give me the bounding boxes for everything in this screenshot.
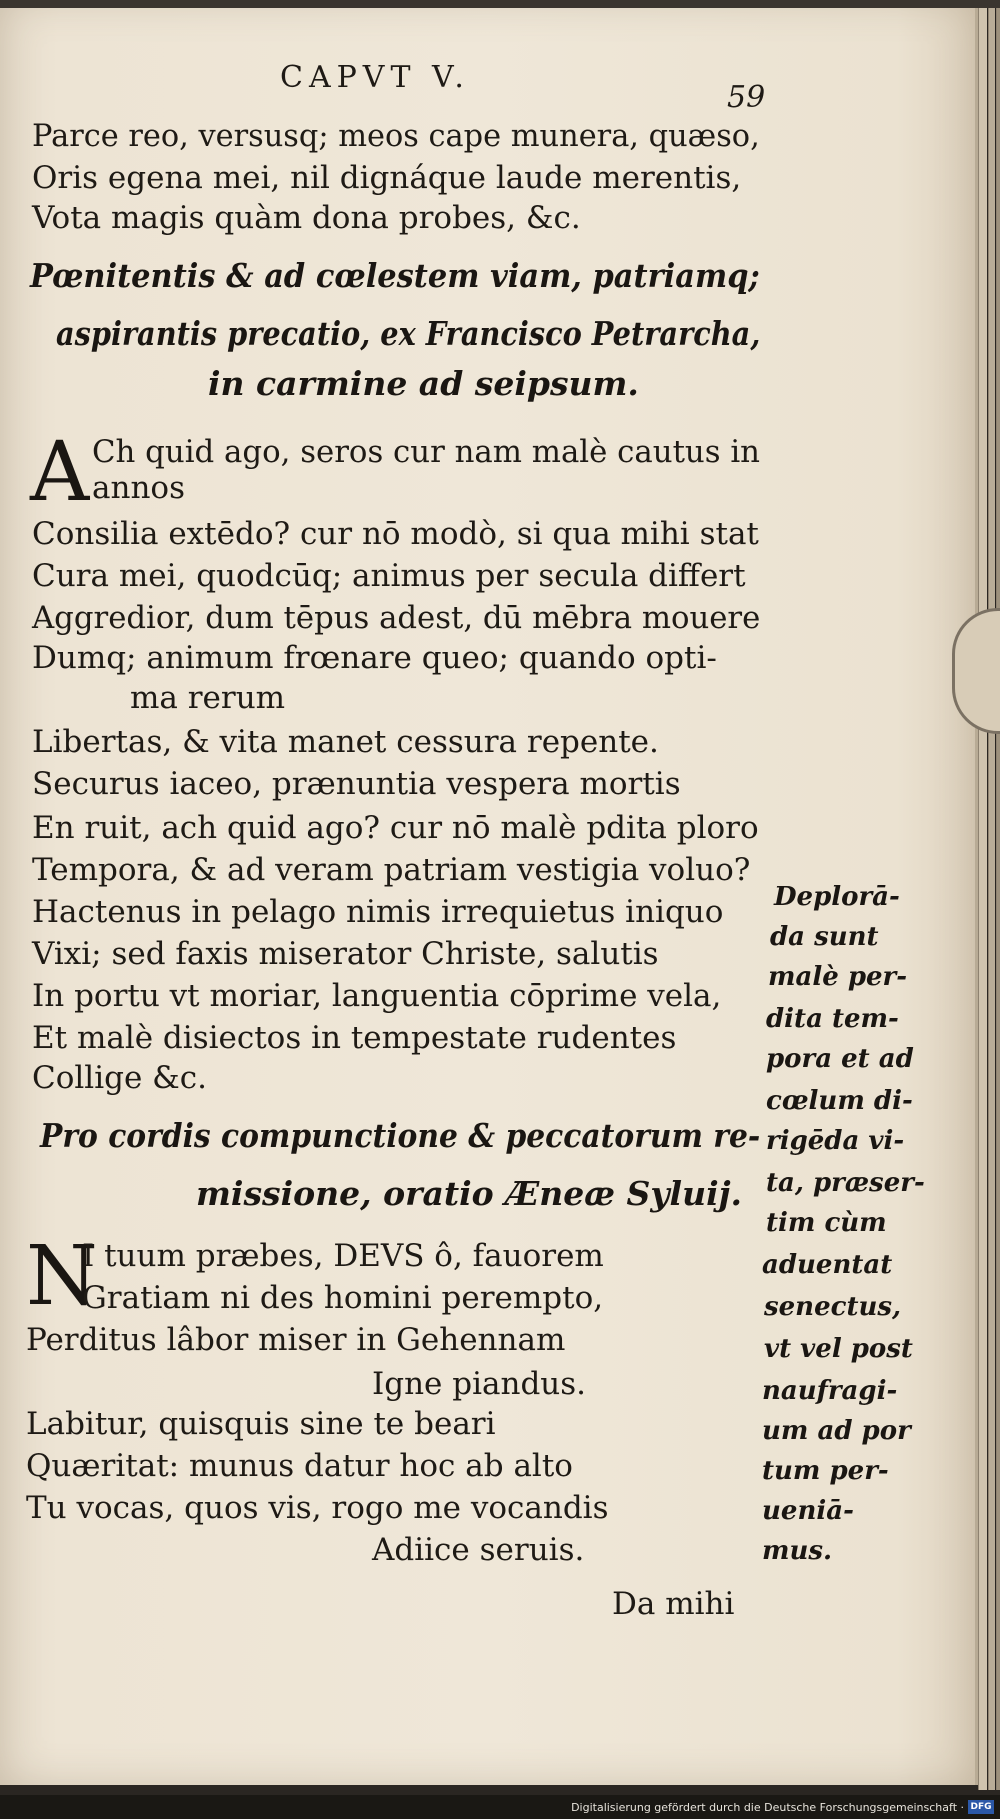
section-heading: missione, oratio Æneæ Syluij. bbox=[196, 1174, 743, 1213]
verse-line: En ruit, ach quid ago? cur nō malè pdita ploro bbox=[32, 810, 759, 846]
margin-note-line: tum per- bbox=[762, 1456, 889, 1486]
margin-note-line: dita tem- bbox=[766, 1004, 899, 1034]
verse-line: Vixi; sed faxis miserator Christe, salutis bbox=[32, 936, 659, 972]
section-heading: aspirantis precatio, ex Francisco Petrarcha, bbox=[56, 314, 761, 353]
verse-line: I tuum præbes, DEVS ô, fauorem bbox=[82, 1238, 604, 1274]
verse-line: Perditus lâbor miser in Gehennam bbox=[26, 1322, 566, 1358]
page-edge bbox=[978, 0, 987, 1790]
verse-line: Gratiam ni des homini perempto, bbox=[82, 1280, 604, 1316]
page-edge bbox=[996, 0, 1000, 1790]
verse-line: Oris egena mei, nil dignáque laude merentis, bbox=[32, 160, 742, 196]
verse-line: Aggredior, dum tēpus adest, dū mēbra mouere bbox=[32, 600, 761, 636]
running-head: CAPVT V. bbox=[280, 60, 470, 95]
verse-line: Cura mei, quodcūq; animus per secula differt bbox=[32, 558, 746, 594]
verse-line: Collige &c. bbox=[32, 1060, 207, 1096]
margin-note-line: da sunt bbox=[770, 922, 879, 952]
margin-note-line: ta, præser- bbox=[766, 1168, 925, 1198]
verse-line: In portu vt moriar, languentia cōprime vela, bbox=[32, 978, 722, 1014]
verse-line: Adiice seruis. bbox=[372, 1532, 585, 1568]
dfg-logo: DFG bbox=[968, 1800, 994, 1814]
margin-note-line: rigēda vi- bbox=[766, 1126, 905, 1156]
verse-line: Libertas, & vita manet cessura repente. bbox=[32, 724, 659, 760]
drop-cap: N bbox=[26, 1229, 98, 1324]
funding-credit: Digitalisierung gefördert durch die Deutsche Forschungsgemeinschaft · bbox=[571, 1801, 964, 1814]
section-heading: Pœnitentis & ad cœlestem viam, patriamq; bbox=[30, 256, 760, 295]
verse-line: Hactenus in pelago nimis irrequietus iniquo bbox=[32, 894, 724, 930]
verse-line: Ch quid ago, seros cur nam malè cautus in bbox=[92, 434, 761, 470]
margin-note-line: mus. bbox=[762, 1536, 833, 1566]
verse-line: Securus iaceo, prænuntia vespera mortis bbox=[32, 766, 681, 802]
section-heading: Pro cordis compunctione & peccatorum re- bbox=[40, 1116, 761, 1155]
margin-note-line: vt vel post bbox=[764, 1334, 913, 1364]
verse-line: ma rerum bbox=[130, 680, 286, 716]
verse-line: Labitur, quisquis sine te beari bbox=[26, 1406, 496, 1442]
margin-note-line: malè per- bbox=[768, 962, 908, 992]
margin-note-line: senectus, bbox=[764, 1292, 902, 1322]
margin-note-line: Deplorā- bbox=[774, 882, 900, 912]
margin-note-line: naufragi- bbox=[762, 1376, 898, 1406]
margin-note-line: tim cùm bbox=[766, 1208, 887, 1238]
verse-line: Quæritat: munus datur hoc ab alto bbox=[26, 1448, 573, 1484]
drop-cap: A bbox=[30, 425, 90, 520]
margin-note-line: aduentat bbox=[762, 1250, 893, 1280]
catchword: Da mihi bbox=[612, 1586, 735, 1622]
page-edge bbox=[988, 0, 995, 1790]
verse-line: Vota magis quàm dona probes, &c. bbox=[32, 200, 581, 236]
margin-note-line: ueniā- bbox=[762, 1496, 854, 1526]
margin-note-line: um ad por bbox=[762, 1416, 911, 1446]
verse-line: annos bbox=[92, 470, 185, 506]
section-heading: in carmine ad seipsum. bbox=[208, 364, 639, 403]
verse-line: Consilia extēdo? cur nō modò, si qua mihi stat bbox=[32, 516, 759, 552]
verse-line: Tempora, & ad veram patriam vestigia voluo? bbox=[32, 852, 751, 888]
verse-line: Et malè disiectos in tempestate rudentes bbox=[32, 1020, 677, 1056]
margin-note-line: cœlum di- bbox=[766, 1086, 913, 1116]
verse-line: Dumq; animum frœnare queo; quando opti- bbox=[32, 640, 717, 676]
verse-line: Tu vocas, quos vis, rogo me vocandis bbox=[26, 1490, 609, 1526]
verse-line: Parce reo, versusq; meos cape munera, quæso, bbox=[32, 118, 760, 154]
verse-line: Igne piandus. bbox=[372, 1366, 587, 1402]
top-edge bbox=[0, 0, 1000, 8]
page-number: 59 bbox=[727, 80, 766, 115]
margin-note-line: pora et ad bbox=[766, 1044, 914, 1074]
